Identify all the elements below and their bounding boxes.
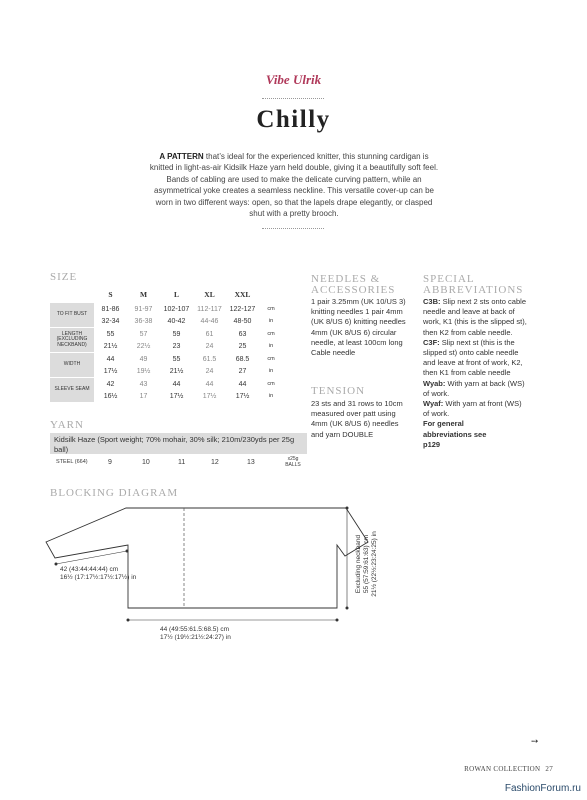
abbrev-item	[423, 338, 528, 379]
blocking-heading: BLOCKING DIAGRAM	[50, 487, 179, 499]
length-cm: 55 (57:59:61:63) cm	[363, 534, 370, 594]
length-in: 21½ (22½:23:24:25) in	[371, 531, 378, 597]
table-row	[50, 378, 283, 391]
abbreviations-list	[423, 297, 528, 450]
sleeve-dimension-line	[56, 551, 127, 564]
intro-paragraph	[148, 151, 440, 219]
abbreviations-heading: SPECIAL ABBREVIATIONS	[423, 273, 524, 296]
size-header-row	[50, 286, 283, 303]
unit-cell: cm	[259, 353, 283, 366]
tension-heading: TENSION	[311, 385, 366, 397]
size-header-unit	[259, 286, 283, 303]
table-cell: 22½	[136, 342, 151, 350]
table-cell: 43	[127, 378, 160, 391]
table-cell: 21½	[103, 342, 118, 350]
abbrev-def: With yarn at back (WS) of work.	[423, 378, 525, 398]
abbrev-def: With yarn at front (WS) of work.	[423, 399, 522, 419]
table-cell: 25	[238, 342, 247, 350]
table-cell: 112-117	[193, 303, 226, 316]
table-cell: 55	[94, 328, 127, 341]
dimension-dot	[55, 563, 58, 566]
garment-outline	[46, 508, 368, 608]
table-cell: 68.5	[226, 353, 259, 366]
abbrev-item	[423, 379, 528, 399]
dimension-dot	[346, 507, 349, 510]
abbrev-item	[423, 297, 528, 338]
table-cell: 48-50	[233, 317, 252, 325]
size-table-container	[50, 286, 307, 402]
table-cell: 44	[160, 378, 193, 391]
table-cell: 49	[127, 353, 160, 366]
size-table	[50, 286, 283, 402]
table-cell: 21½	[169, 367, 184, 375]
yarn-balls-s: 9	[108, 459, 112, 466]
table-cell: 23	[172, 342, 181, 350]
unit-cell: cm	[259, 328, 283, 341]
length-dimension-label	[355, 499, 379, 629]
unit-cell: in	[268, 368, 274, 374]
arrow-icon: ➙	[531, 736, 539, 746]
intro-lead: A PATTERN	[159, 152, 204, 161]
tension-text: 23 sts and 31 rows to 10cm measured over patt using 4mm (UK 8/US 6) needles and yarn DOUBLE	[311, 399, 403, 439]
table-cell: 91-97	[127, 303, 160, 316]
unit-cell: in	[268, 343, 274, 349]
yarn-balls-m: 10	[142, 459, 150, 466]
table-cell: 24	[205, 367, 214, 375]
table-cell: 24	[205, 342, 214, 350]
abbrev-term: C3B:	[423, 297, 441, 306]
table-cell: 59	[160, 328, 193, 341]
unit-cell: cm	[259, 378, 283, 391]
table-cell: 17	[139, 392, 148, 400]
abbrev-item	[423, 399, 528, 419]
intro-divider	[262, 228, 324, 229]
header-divider	[262, 98, 324, 99]
footer-page-number: 27	[545, 765, 553, 773]
dimension-dot	[126, 550, 129, 553]
table-cell: 44	[193, 378, 226, 391]
sleeve-cm: 42 (43:44:44:44) cm	[60, 566, 119, 573]
table-row	[50, 353, 283, 366]
dimension-dot	[127, 619, 130, 622]
yarn-balls-l: 11	[178, 459, 186, 466]
yarn-unit: x25g BALLS	[285, 456, 301, 468]
row-label-length: LENGTH (EXCLUDING NECKBAND)	[50, 328, 94, 353]
table-cell: 40-42	[167, 317, 186, 325]
table-cell: 17½	[235, 392, 250, 400]
unit-cell: cm	[259, 303, 283, 316]
size-heading: SIZE	[50, 271, 78, 283]
unit-cell: in	[268, 318, 274, 324]
table-cell: 61	[193, 328, 226, 341]
abbrev-def: Slip next 2 sts onto cable needle and leave at back of work, K1 (this is the slipped st), then K2 from cable needle.	[423, 297, 527, 337]
table-cell: 55	[160, 353, 193, 366]
table-row	[50, 328, 283, 341]
table-cell: 102-107	[160, 303, 193, 316]
table-cell: 81-86	[94, 303, 127, 316]
size-header-xl: XL	[204, 289, 215, 299]
abbrev-term: Wyab:	[423, 378, 446, 388]
yarn-balls-xl: 12	[211, 459, 219, 466]
length-note: Excluding neckband	[355, 534, 362, 594]
needles-heading: NEEDLES & ACCESSORIES	[311, 273, 396, 296]
table-cell: 42	[94, 378, 127, 391]
size-header-blank	[50, 286, 94, 303]
width-dimension-label	[160, 626, 300, 642]
size-header-l: L	[173, 289, 179, 299]
yarn-description: Kidsilk Haze (Sport weight; 70% mohair, 30% silk; 210m/230yds per 25g ball)	[50, 433, 307, 454]
abbrev-term: C3F:	[423, 337, 440, 347]
table-cell: 61.5	[193, 353, 226, 366]
yarn-balls-row	[50, 456, 307, 472]
sleeve-dimension-label	[60, 566, 160, 582]
needles-text: 1 pair 3.25mm (UK 10/US 3) knitting needles 1 pair 4mm (UK 8/US 6) knitting needles 4mm (UK 8/US 6) circular needle, at least 100cm long Cable needle	[311, 297, 406, 358]
table-cell: 17½	[202, 392, 217, 400]
yarn-shade: STEEL (664)	[56, 459, 88, 465]
unit-cell: in	[268, 393, 274, 399]
table-cell: 17½	[103, 367, 118, 375]
sleeve-in: 16½ (17:17½:17½:17½) in	[60, 574, 137, 581]
table-cell: 44	[226, 378, 259, 391]
table-row	[50, 303, 283, 316]
row-label-bust: TO FIT BUST	[50, 303, 94, 328]
intro-text: that’s ideal for the experienced knitter, this stunning cardigan is knitted in light-as-air Kidsilk Haze yarn held double, giving it a beautifully soft feel. Bands of cabling are used to make the delicate curving pattern, while an asymmetrical yoke creates a seamless neckline. This versatile cover-up can be worn in two different ways: open, so that the lapels drape elegantly, or clasped shut with a pretty brooch.	[149, 152, 439, 219]
page-footer	[464, 765, 553, 773]
table-cell: 27	[238, 367, 247, 375]
width-cm: 44 (49:55:61.5:68.5) cm	[160, 626, 230, 633]
abbrev-term: Wyaf:	[423, 399, 444, 409]
size-header-xxl: XXL	[234, 289, 251, 299]
width-in: 17½ (19½:21½:24:27) in	[160, 634, 231, 641]
table-cell: 63	[226, 328, 259, 341]
table-cell: 44	[94, 353, 127, 366]
size-header-s: S	[108, 289, 113, 299]
pattern-title: Chilly	[256, 106, 331, 133]
table-cell: 32-34	[101, 317, 120, 325]
dimension-dot	[346, 607, 349, 610]
watermark: FashionForum.ru	[504, 783, 581, 794]
size-header-m: M	[139, 289, 148, 299]
abbrev-def: Slip next st (this is the slipped st) onto cable needle and leave at front of work, K2, then K1 from cable needle	[423, 337, 523, 378]
table-cell: 57	[127, 328, 160, 341]
designer-name: Vibe Ulrik	[265, 72, 322, 87]
table-cell: 16½	[103, 392, 118, 400]
row-label-sleeve: SLEEVE SEAM	[50, 378, 94, 403]
abbrev-general: For general abbreviations see p129	[423, 419, 487, 449]
footer-collection: ROWAN COLLECTION	[464, 765, 541, 773]
table-cell: 44-46	[200, 317, 219, 325]
yarn-heading: YARN	[50, 419, 84, 431]
dimension-dot	[336, 619, 339, 622]
table-cell: 17½	[169, 392, 184, 400]
row-label-width: WIDTH	[50, 353, 94, 378]
table-cell: 122-127	[226, 303, 259, 316]
table-cell: 36-38	[134, 317, 153, 325]
table-cell: 19½	[136, 367, 151, 375]
yarn-balls-xxl: 13	[247, 459, 255, 466]
